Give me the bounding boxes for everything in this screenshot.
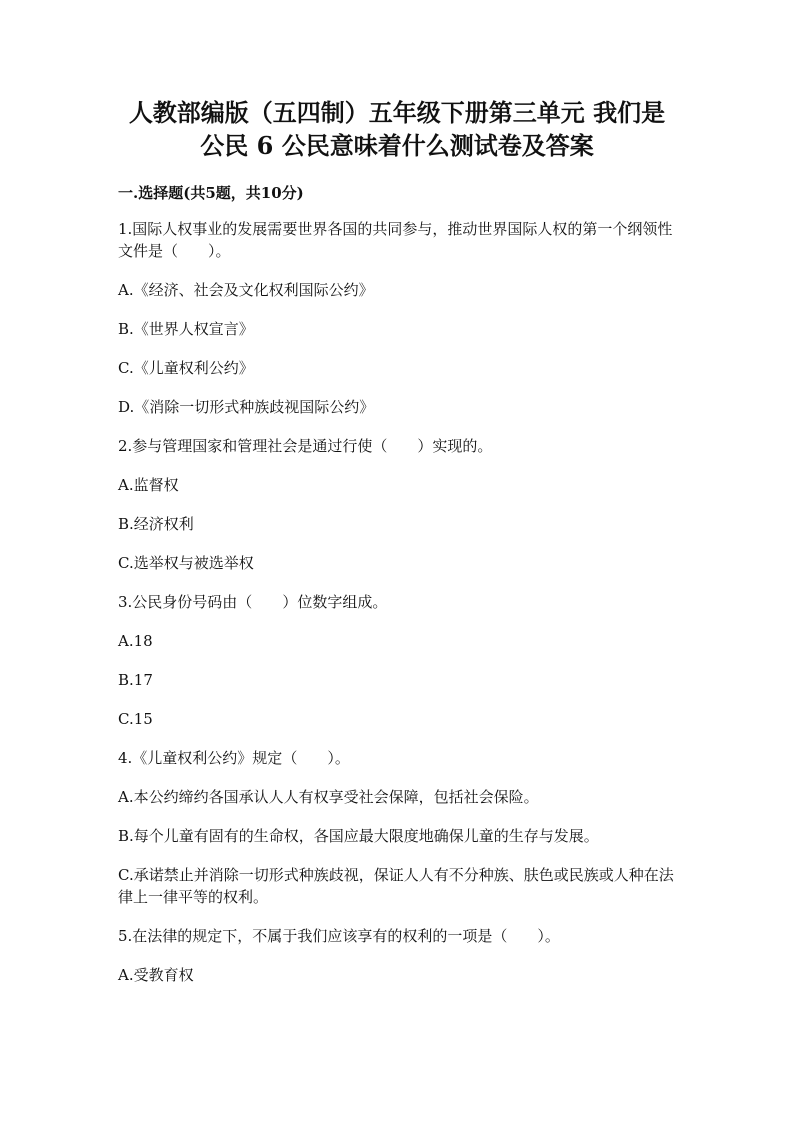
option-b: B.《世界人权宣言》 (118, 320, 254, 338)
option-a: A.本公约缔约各国承认人人有权享受社会保障，包括社会保险。 (118, 788, 539, 806)
option-c: C.15 (118, 710, 153, 728)
option-d: D.《消除一切形式种族歧视国际公约》 (118, 398, 375, 416)
option-a: A.监督权 (118, 476, 179, 494)
title-line-2: 公民 6 公民意味着什么测试卷及答案 (200, 131, 594, 160)
option-a: A.《经济、社会及文化权利国际公约》 (118, 281, 374, 299)
option-b: B.每个儿童有固有的生命权，各国应最大限度地确保儿童的生存与发展。 (118, 827, 599, 845)
option-c: C.选举权与被选举权 (118, 554, 254, 572)
title-line-1: 人教部编版（五四制）五年级下册第三单元 我们是 (128, 98, 666, 127)
option-c: C.《儿童权利公约》 (118, 359, 254, 377)
option-a: A.18 (118, 632, 153, 650)
question-stem: 3.公民身份号码由（ ）位数字组成。 (118, 593, 388, 611)
option-b: B.经济权利 (118, 515, 194, 533)
question-1 (118, 218, 676, 418)
option-a: A.受教育权 (118, 966, 194, 984)
question-3 (118, 591, 676, 730)
question-5 (118, 925, 676, 986)
question-stem: 1.国际人权事业的发展需要世界各国的共同参与，推动世界国际人权的第一个纲领性文件是（ ）。 (118, 220, 673, 260)
document-title (118, 96, 676, 162)
option-b: B.17 (118, 671, 153, 689)
question-stem: 2.参与管理国家和管理社会是通过行使（ ）实现的。 (118, 437, 493, 455)
section-heading: 一.选择题(共5题，共10分) (118, 184, 304, 202)
option-c: C.承诺禁止并消除一切形式种族歧视，保证人人有不分种族、肤色或民族或人种在法律上一律平等的权利。 (118, 866, 674, 906)
question-stem: 5.在法律的规定下，不属于我们应该享有的权利的一项是（ ）。 (118, 927, 560, 945)
question-2 (118, 435, 676, 574)
question-stem: 4.《儿童权利公约》规定（ ）。 (118, 749, 350, 767)
question-4 (118, 747, 676, 908)
